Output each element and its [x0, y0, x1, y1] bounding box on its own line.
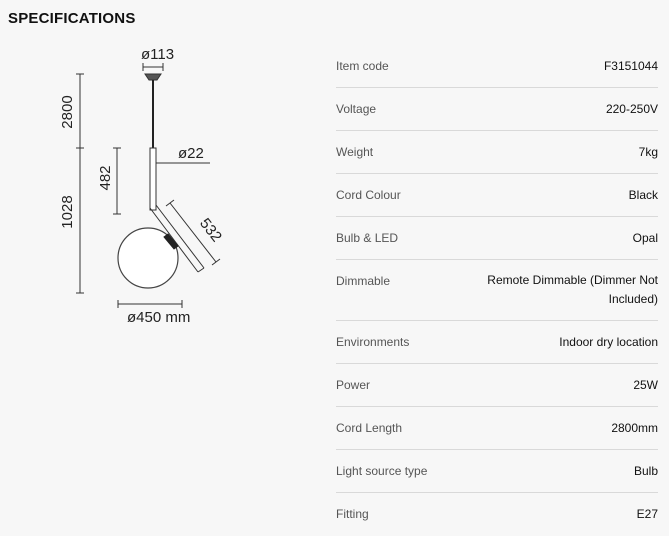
specifications-table — [336, 45, 658, 536]
spec-row-cord-colour — [336, 174, 658, 217]
spec-row-fitting — [336, 493, 658, 536]
spec-row-item-code — [336, 45, 658, 88]
spec-value: Remote Dimmable (Dimmer Not Included) — [487, 273, 658, 306]
spec-label: Environments — [336, 335, 410, 349]
spec-label: Cord Colour — [336, 188, 401, 202]
spec-value: 7kg — [638, 145, 658, 159]
spec-row-environments — [336, 321, 658, 364]
spec-value: 2800mm — [611, 421, 658, 435]
spec-value: Opal — [632, 231, 658, 245]
spec-value: 25W — [633, 378, 658, 392]
arm-length-label: 532 — [196, 215, 225, 246]
total-height-label: 1028 — [59, 195, 76, 229]
spec-label: Power — [336, 378, 371, 392]
upper-height-label: 482 — [97, 165, 114, 191]
spec-row-dimmable — [336, 260, 658, 321]
spec-label: Cord Length — [336, 421, 403, 435]
spec-value: Bulb — [633, 464, 658, 478]
rod — [150, 148, 156, 210]
spec-label: Bulb & LED — [336, 231, 399, 245]
top-dia-label: ø113 — [141, 46, 175, 63]
canopy — [145, 74, 161, 80]
spec-label: Dimmable — [336, 274, 391, 288]
page-title: SPECIFICATIONS — [8, 10, 136, 27]
rod-dia-label: ø22 — [178, 145, 204, 162]
spec-value: Black — [628, 188, 658, 202]
spec-row-weight — [336, 131, 658, 174]
spec-label: Weight — [336, 145, 374, 159]
spec-label: Voltage — [336, 102, 377, 116]
globe-dia-label: ø450 mm — [127, 309, 191, 326]
spec-row-bulb-led — [336, 217, 658, 260]
spec-row-voltage — [336, 88, 658, 131]
spec-row-cord-length — [336, 407, 658, 450]
spec-label: Light source type — [336, 464, 428, 478]
cord-height-label: 2800 — [59, 95, 76, 129]
spec-row-power — [336, 364, 658, 407]
spec-value: 220-250V — [605, 102, 658, 116]
spec-label: Fitting — [336, 507, 369, 521]
spec-value: F3151044 — [603, 59, 658, 73]
spec-label: Item code — [336, 59, 389, 73]
spec-row-light-source-type — [336, 450, 658, 493]
spec-value: Indoor dry location — [559, 335, 658, 349]
spec-value: E27 — [636, 507, 658, 521]
product-drawing — [0, 36, 320, 336]
dimension-diagram — [0, 36, 320, 336]
